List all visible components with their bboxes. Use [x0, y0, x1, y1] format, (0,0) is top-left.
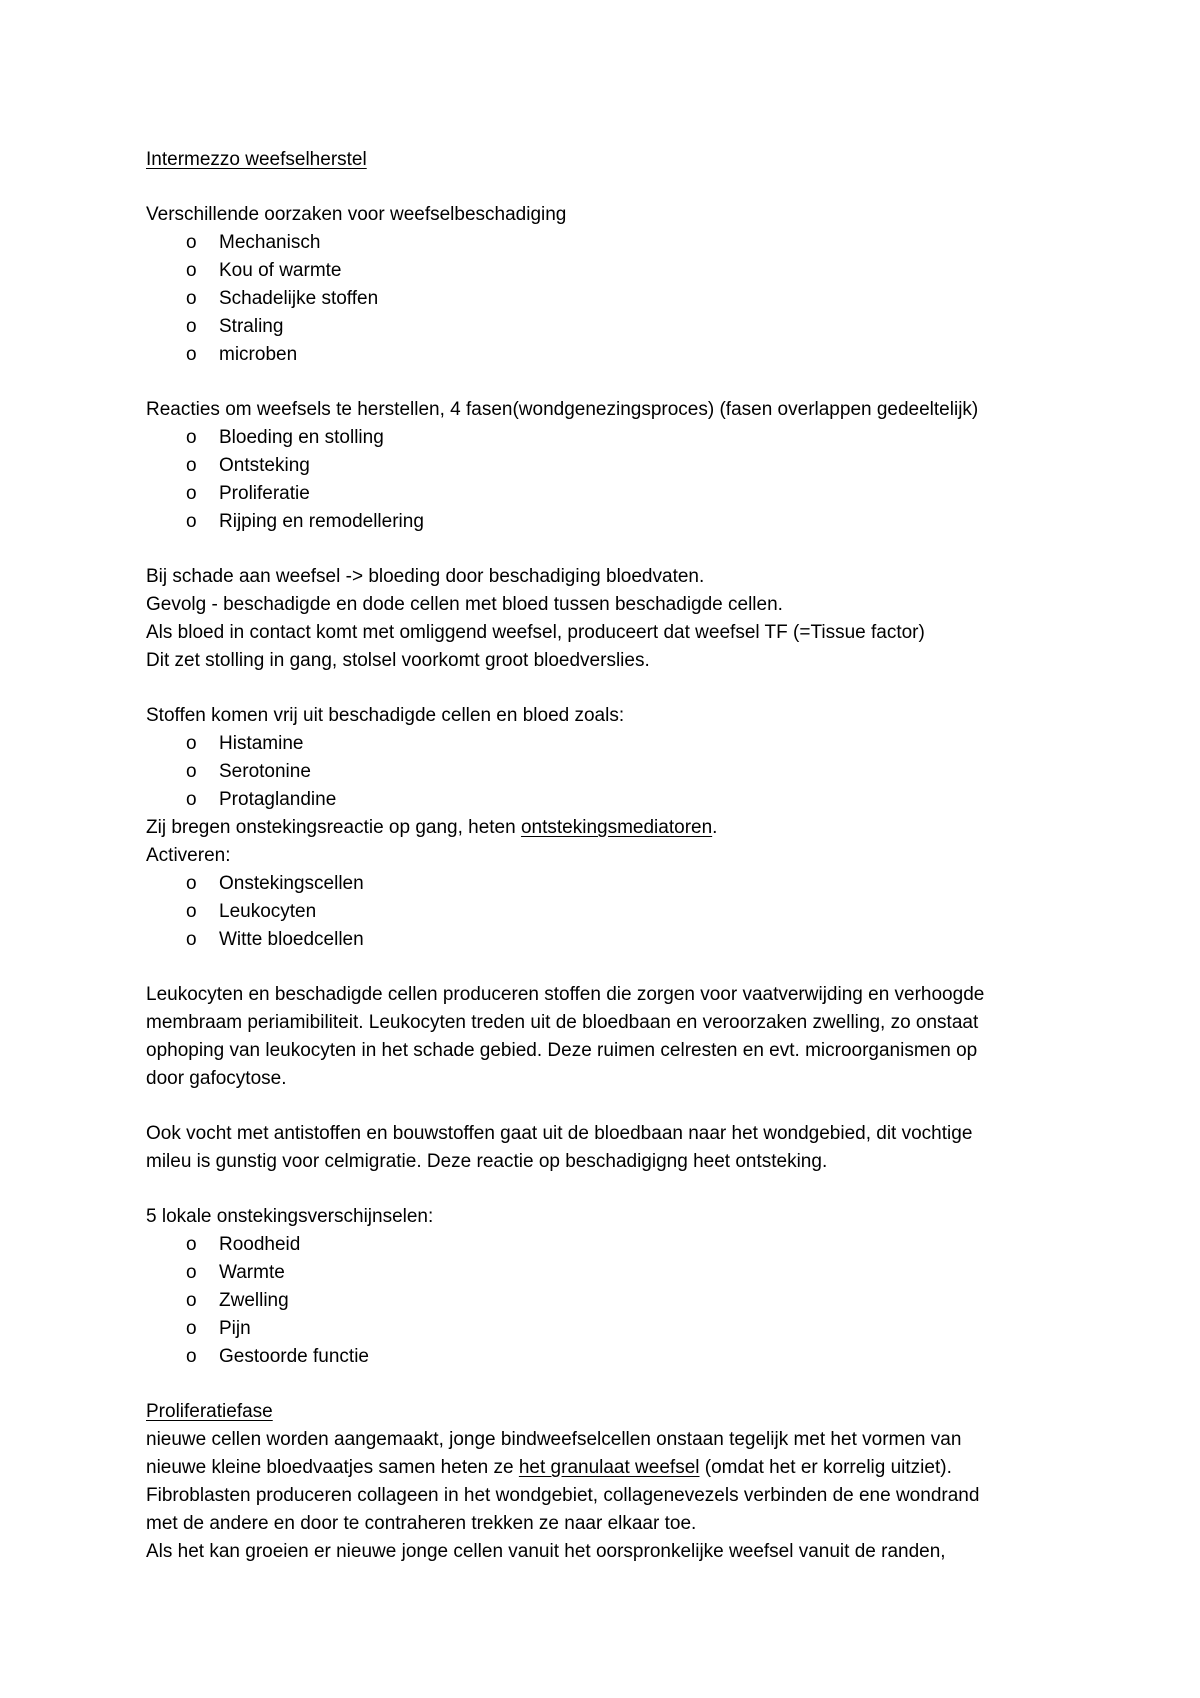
list-item: o Roodheid [146, 1231, 1076, 1259]
bullet-glyph: o [186, 427, 197, 448]
paragraph-line: Ook vocht met antistoffen en bouwstoffen gaat uit de bloedbaan naar het wondgebied, dit vochtige [146, 1123, 973, 1144]
spacer [146, 954, 1076, 981]
bullet-glyph: o [186, 1234, 197, 1255]
bullet-glyph: o [186, 929, 197, 950]
phases-intro: Reacties om weefsels te herstellen, 4 fasen(wondgenezingsproces) (fasen overlappen gedeeltelijk) [146, 399, 979, 420]
paragraph-line: Leukocyten en beschadigde cellen produceren stoffen die zorgen voor vaatverwijding en verhoogde [146, 984, 985, 1005]
paragraph-line: Gevolg - beschadigde en dode cellen met bloed tussen beschadigde cellen. [146, 594, 783, 615]
symptoms-list [146, 1231, 1076, 1371]
spacer [146, 369, 1076, 396]
bullet-glyph: o [186, 901, 197, 922]
bullet-glyph: o [186, 260, 197, 281]
bullet-glyph: o [186, 789, 197, 810]
bullet-glyph: o [186, 316, 197, 337]
bullet-glyph: o [186, 288, 197, 309]
paragraph-line: nieuwe cellen worden aangemaakt, jonge bindweefselcellen onstaan tegelijk met het vormen van [146, 1429, 962, 1450]
document-body [146, 146, 1076, 1566]
list-item: o Proliferatie [146, 480, 1076, 508]
paragraph-line: ophoping van leukocyten in het schade gebied. Deze ruimen celresten en evt. microorganismen op [146, 1040, 978, 1061]
causes-intro: Verschillende oorzaken voor weefselbeschadiging [146, 204, 567, 225]
document-title: Intermezzo weefselherstel [146, 149, 367, 170]
spacer [146, 1371, 1076, 1398]
paragraph-line: mileu is gunstig voor celmigratie. Deze reactie op beschadigigng heet ontsteking. [146, 1151, 828, 1172]
list-item: o Leukocyten [146, 898, 1076, 926]
bullet-glyph: o [186, 511, 197, 532]
paragraph-line: Bij schade aan weefsel -> bloeding door beschadiging bloedvaten. [146, 566, 705, 587]
list-item: o Pijn [146, 1315, 1076, 1343]
list-item: o Straling [146, 313, 1076, 341]
spacer [146, 1176, 1076, 1203]
list-item: o Serotonine [146, 758, 1076, 786]
bullet-glyph: o [186, 1290, 197, 1311]
activate-label: Activeren: [146, 845, 231, 866]
list-item: o Mechanisch [146, 229, 1076, 257]
list-item: o microben [146, 341, 1076, 369]
list-item: o Bloeding en stolling [146, 424, 1076, 452]
bullet-glyph: o [186, 1262, 197, 1283]
mediators-term: ontstekingsmediatoren [520, 817, 713, 838]
list-item: o Gestoorde functie [146, 1343, 1076, 1371]
bullet-glyph: o [186, 1318, 197, 1339]
list-item: o Zwelling [146, 1287, 1076, 1315]
paragraph-line: Als bloed in contact komt met omliggend weefsel, produceert dat weefsel TF (=Tissue factor) [146, 622, 925, 643]
causes-list [146, 229, 1076, 369]
list-item: o Schadelijke stoffen [146, 285, 1076, 313]
mediators-line: Zij bregen onstekingsreactie op gang, heten ontstekingsmediatoren. [146, 817, 718, 838]
list-item: o Witte bloedcellen [146, 926, 1076, 954]
paragraph-line: nieuwe kleine bloedvaatjes samen heten ze het granulaat weefsel (omdat het er korrelig uitziet). [146, 1457, 952, 1478]
paragraph-line: Als het kan groeien er nieuwe jonge cellen vanuit het oorspronkelijke weefsel vanuit de randen, [146, 1541, 946, 1562]
substances-intro: Stoffen komen vrij uit beschadigde cellen en bloed zoals: [146, 705, 625, 726]
bullet-glyph: o [186, 733, 197, 754]
paragraph-line: door gafocytose. [146, 1068, 287, 1089]
list-item: o Kou of warmte [146, 257, 1076, 285]
substances-list [146, 730, 1076, 814]
list-item: o Histamine [146, 730, 1076, 758]
spacer [146, 1093, 1076, 1120]
paragraph-line: Dit zet stolling in gang, stolsel voorkomt groot bloedverslies. [146, 650, 650, 671]
list-item: o Ontsteking [146, 452, 1076, 480]
spacer [146, 675, 1076, 702]
activate-list [146, 870, 1076, 954]
spacer [146, 536, 1076, 563]
paragraph-line: Fibroblasten produceren collageen in het wondgebiet, collagenevezels verbinden de ene wondrand [146, 1485, 980, 1506]
list-item: o Rijping en remodellering [146, 508, 1076, 536]
bullet-glyph: o [186, 1346, 197, 1367]
granulation-term: het granulaat weefsel [518, 1457, 700, 1478]
bullet-glyph: o [186, 455, 197, 476]
paragraph-line: met de andere en door te contraheren trekken ze naar elkaar toe. [146, 1513, 697, 1534]
bullet-glyph: o [186, 873, 197, 894]
bullet-glyph: o [186, 232, 197, 253]
list-item: o Protaglandine [146, 786, 1076, 814]
section-heading-proliferation: Proliferatiefase [146, 1401, 273, 1422]
phases-list [146, 424, 1076, 536]
bullet-glyph: o [186, 344, 197, 365]
list-item: o Onstekingscellen [146, 870, 1076, 898]
list-item: o Warmte [146, 1259, 1076, 1287]
symptoms-intro: 5 lokale onstekingsverschijnselen: [146, 1206, 434, 1227]
bullet-glyph: o [186, 761, 197, 782]
paragraph-line: membraam periamibiliteit. Leukocyten treden uit de bloedbaan en veroorzaken zwelling, zo onstaat [146, 1012, 979, 1033]
spacer [146, 174, 1076, 201]
bullet-glyph: o [186, 483, 197, 504]
